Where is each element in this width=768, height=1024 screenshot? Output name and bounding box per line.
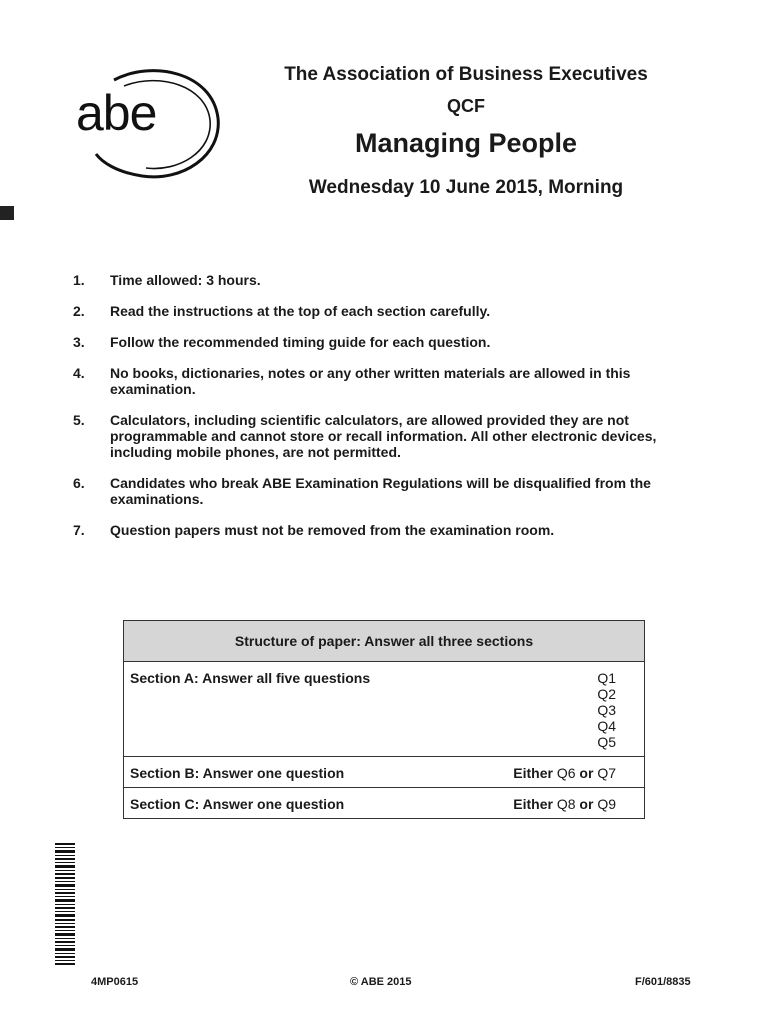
list-item: 4. No books, dictionaries, notes or any other written materials are allowed in this examination.	[73, 365, 631, 397]
list-item: 6. Candidates who break ABE Examination Regulations will be disqualified from the examinations.	[73, 475, 651, 507]
abe-logo	[72, 66, 222, 182]
barcode-icon	[55, 843, 75, 965]
list-item: 7. Question papers must not be removed from the examination room.	[73, 522, 555, 538]
list-item: 5. Calculators, including scientific calculators, are allowed provided they are not programmable and cannot store or recall information. All other electronic devices, including mobile phones, are not permitted.	[73, 412, 657, 460]
table-header: Structure of paper: Answer all three sections	[124, 621, 645, 662]
section-c-questions: Either Q8 or Q9	[486, 788, 645, 819]
section-c-label: Section C: Answer one question	[124, 788, 487, 819]
table-row	[124, 662, 645, 757]
logo-text: abe	[76, 85, 157, 141]
list-item: 2. Read the instructions at the top of each section carefully.	[73, 303, 491, 319]
table-row	[124, 757, 645, 788]
unit-reference: F/601/8835	[635, 976, 691, 988]
table-header-row	[124, 621, 645, 662]
list-item: 1. Time allowed: 3 hours.	[73, 272, 261, 288]
qualification-framework: QCF	[447, 96, 485, 116]
registration-mark	[0, 206, 14, 220]
section-a-questions: Q1 Q2 Q3 Q4 Q5	[486, 662, 645, 757]
table-row	[124, 788, 645, 819]
section-b-questions: Either Q6 or Q7	[486, 757, 645, 788]
paper-structure-table	[123, 620, 645, 819]
list-item: 3. Follow the recommended timing guide for each question.	[73, 334, 491, 350]
copyright: © ABE 2015	[350, 976, 412, 988]
exam-date: Wednesday 10 June 2015, Morning	[308, 177, 624, 198]
instructions-list	[73, 272, 673, 553]
paper-code: 4MP0615	[91, 976, 139, 988]
section-b-label: Section B: Answer one question	[124, 757, 487, 788]
organization-name: The Association of Business Executives	[284, 64, 648, 85]
page-title: Managing People	[354, 128, 578, 158]
section-a-label: Section A: Answer all five questions	[124, 662, 487, 757]
